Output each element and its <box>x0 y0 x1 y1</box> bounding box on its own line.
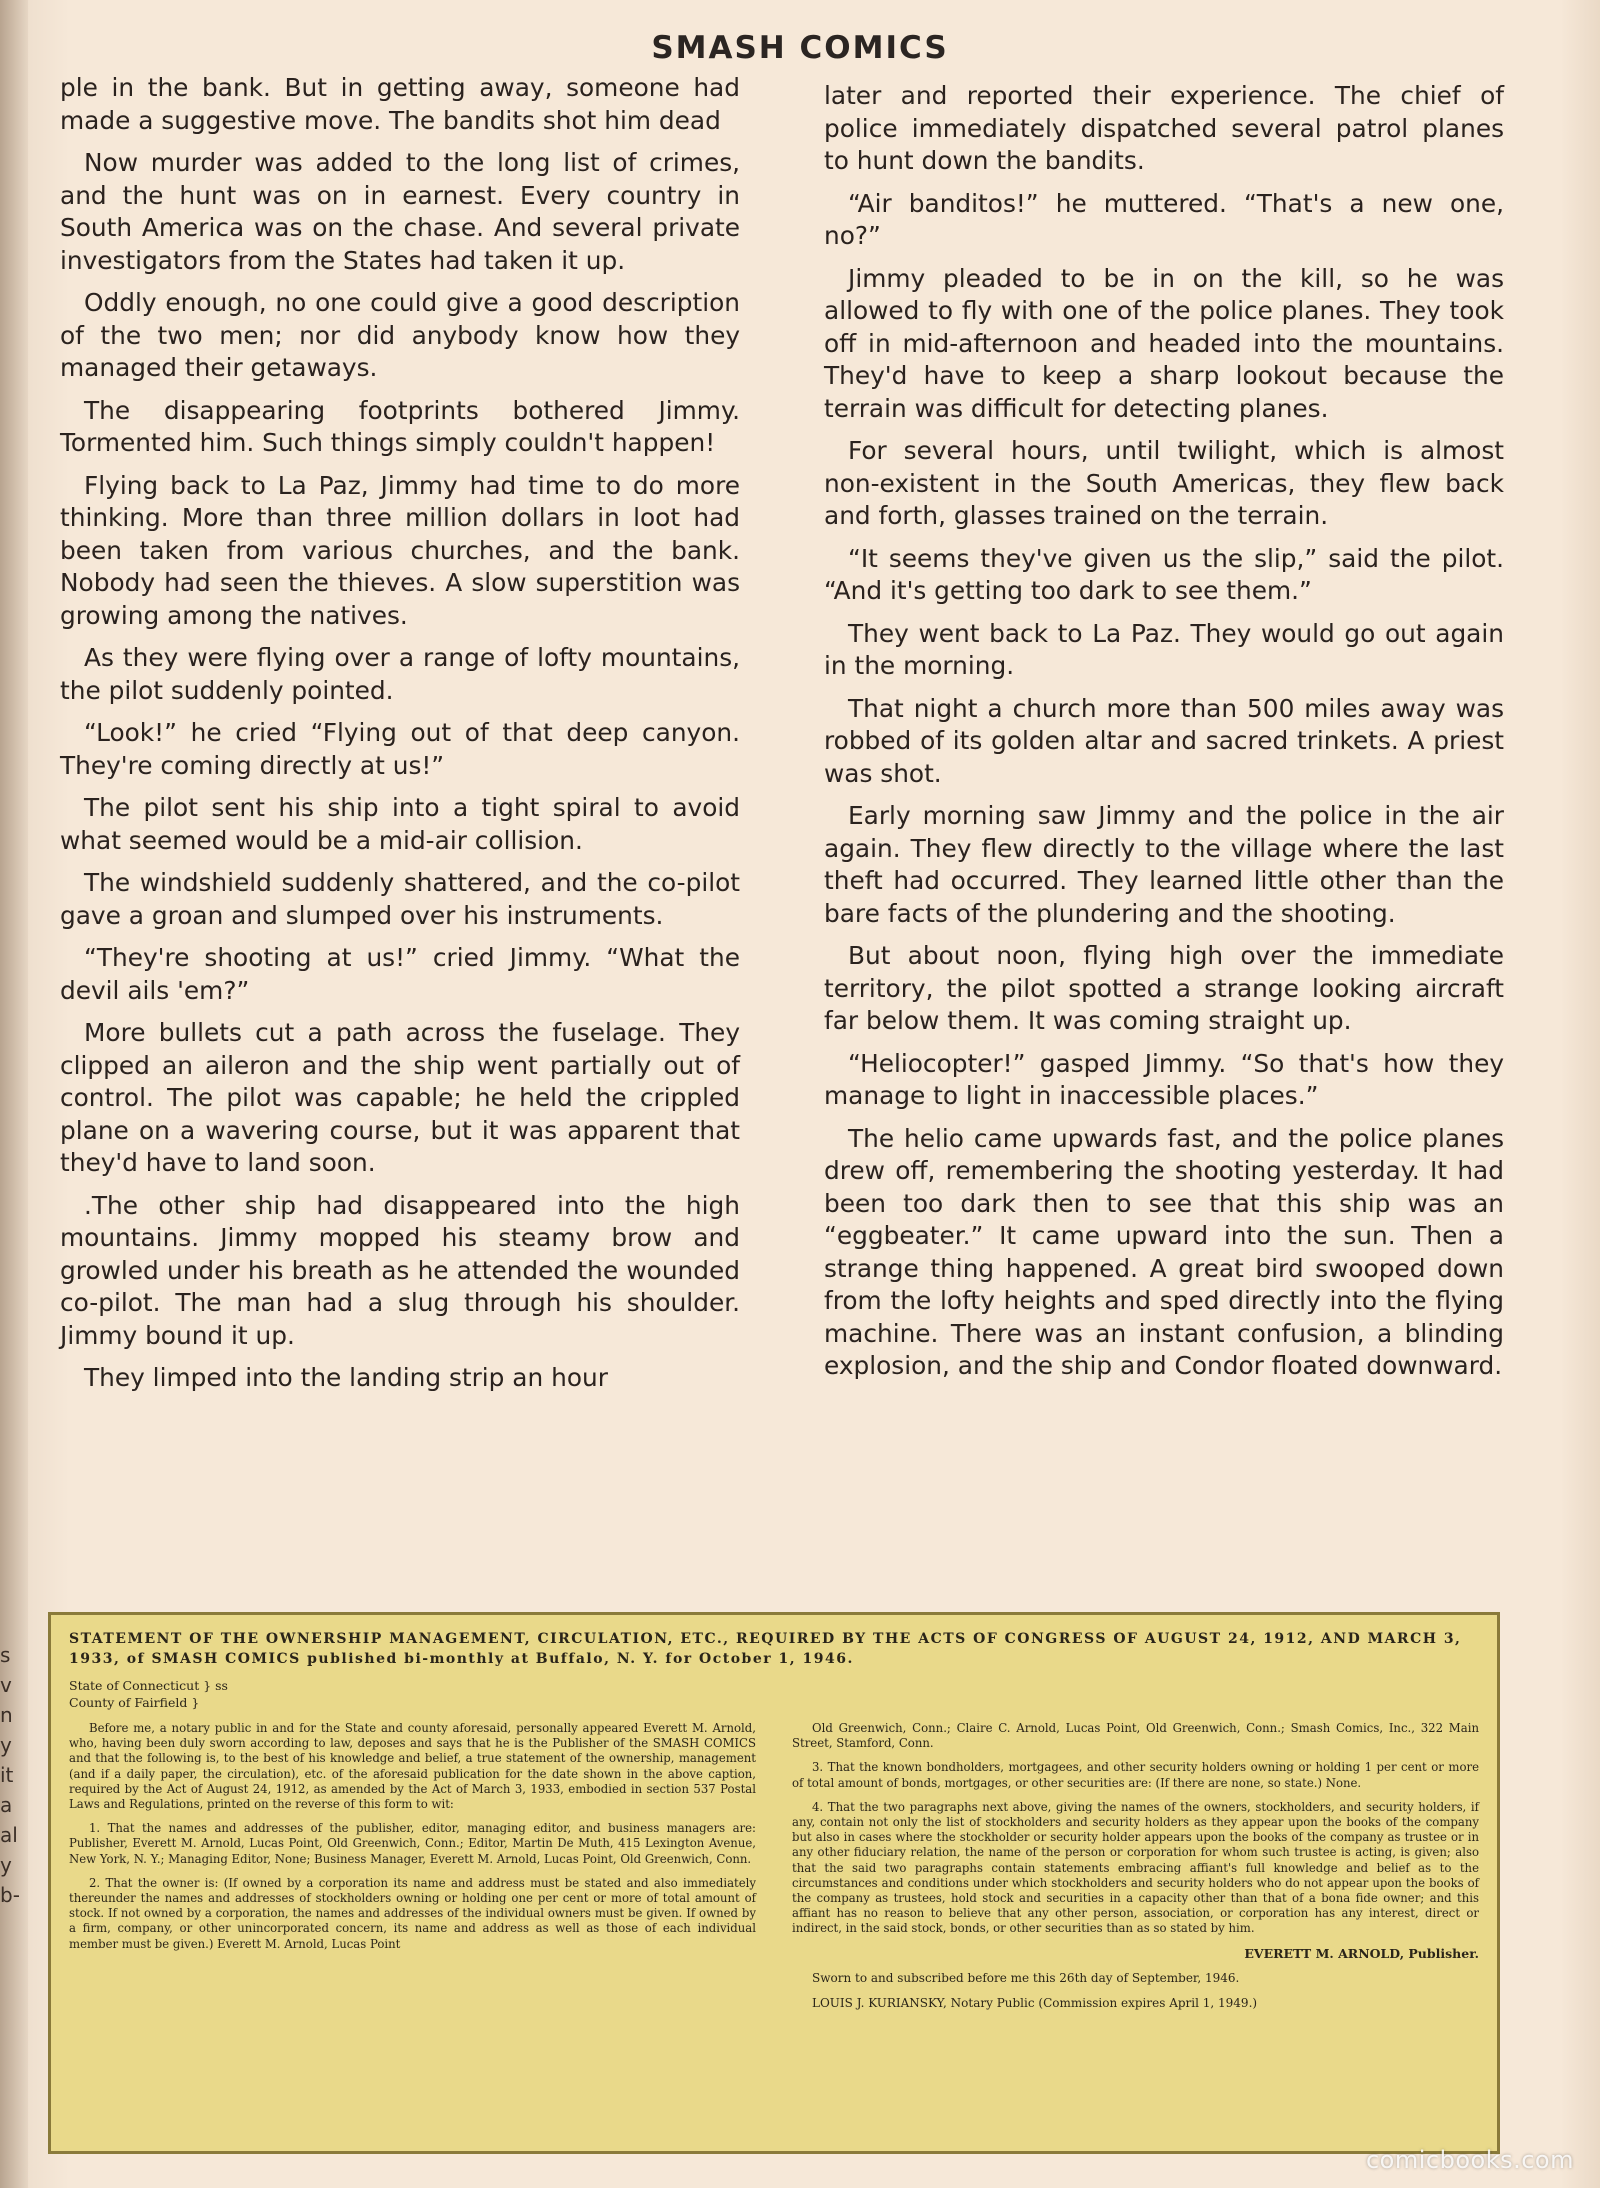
statement-title: STATEMENT OF THE OWNERSHIP MANAGEMENT, CIRCULATION, ETC., REQUIRED BY THE ACTS OF CONGRESS OF AUGUST 24, 1912, AND MARCH 3, 1933, of SMASH COMICS published bi-monthly at Buffalo, N. Y. for October 1, 1946. <box>69 1631 1462 1667</box>
statement-left-column <box>69 1721 756 2020</box>
story-paragraph: More bullets cut a path across the fuselage. They clipped an aileron and the ship went partially out of control. The pilot was capable; he held the crippled plane on a wavering course, but it was apparent that they'd have to land soon. <box>60 1018 740 1177</box>
story-paragraph: The pilot sent his ship into a tight spiral to avoid what seemed would be a mid-air collision. <box>60 793 740 855</box>
story-paragraph: As they were flying over a range of lofty mountains, the pilot suddenly pointed. <box>60 643 740 705</box>
statement-paragraph: 4. That the two paragraphs next above, giving the names of the owners, stockholders, and security holders, if any, contain not only the list of stockholders and security holders as they appear upon the books of the company but also in cases where the stockholder or security holder appears upon the books of the company as trustee or in any other fiduciary relation, the name of the person or corporation for whom such trustee is acting, is given; also that the said two paragraphs contain statements embracing affiant's full knowledge and belief as to the circumstances and conditions under which stockholders and security holders who do not appear upon the books of the company as trustees, hold stock and securities in a capacity other than that of a bona fide owner; and this affiant has no reason to believe that any other person, association, or corporation has any interest, direct or indirect, in the said stock, bonds, or other securities than as so stated by him. <box>792 1799 1479 1936</box>
story-paragraph: That night a church more than 500 miles away was robbed of its golden altar and sacred trinkets. A priest was shot. <box>824 693 1504 788</box>
story-paragraph: “Air banditos!” he muttered. “That's a new one, no?” <box>824 188 1504 250</box>
story-paragraph: The disappearing footprints bothered Jimmy. Tormented him. Such things simply couldn't happen! <box>60 395 740 457</box>
left-text-column <box>60 72 740 1405</box>
statement-paragraph: 3. That the known bondholders, mortgagees, and other security holders owning or holding 1 per cent or more of total amount of bonds, mortgages, or other securities are: (If there are none, so state.) None. <box>792 1760 1479 1790</box>
right-text-column <box>824 80 1504 1393</box>
story-paragraph: .The other ship had disappeared into the high mountains. Jimmy mopped his steamy brow and growled under his breath as he attended the wounded co-pilot. The man had a slug through his shoulder. Jimmy bound it up. <box>60 1190 740 1350</box>
story-paragraph: They limped into the landing strip an hour <box>84 1363 608 1392</box>
story-paragraph: Oddly enough, no one could give a good description of the two men; nor did anybody know how they managed their getaways. <box>60 288 740 382</box>
story-paragraph: “Heliocopter!” gasped Jimmy. “So that's how they manage to light in inaccessible places.” <box>824 1048 1504 1110</box>
story-paragraph: The windshield suddenly shattered, and the co-pilot gave a groan and slumped over his instruments. <box>60 868 740 930</box>
statement-paragraph: Old Greenwich, Conn.; Claire C. Arnold, Lucas Point, Old Greenwich, Conn.; Smash Comics, Inc., 322 Main Street, Stamford, Conn. <box>792 1721 1479 1751</box>
statement-state-line: State of Connecticut } ss <box>69 1678 228 1693</box>
story-paragraph: Now murder was added to the long list of crimes, and the hunt was on in earnest. Every country in South America was on the chase. And several private investigators from the States had taken it up. <box>60 148 740 275</box>
edge-letter: s <box>0 1643 11 1667</box>
story-paragraph: For several hours, until twilight, which is almost non-existent in the South Americas, they flew back and forth, glasses trained on the terrain. <box>824 436 1504 530</box>
story-paragraph: “They're shooting at us!” cried Jimmy. “What the devil ails 'em?” <box>60 943 740 1005</box>
edge-letter: al <box>0 1823 18 1847</box>
story-paragraph: “Look!” he cried “Flying out of that deep canyon. They're coming directly at us!” <box>60 718 740 780</box>
statement-county-line: County of Fairfield } <box>69 1695 200 1710</box>
edge-letter: it <box>0 1763 14 1787</box>
story-paragraph: The helio came upwards fast, and the police planes drew off, remembering the shooting yesterday. It had been too dark then to see that this ship was an “eggbeater.” It came upward into the sun. Then a strange thing happened. A great bird swooped down from the lofty heights and sped directly into the flying machine. There was an instant confusion, a blinding explosion, and the ship and Condor floated downward. <box>824 1123 1504 1380</box>
statement-signature: EVERETT M. ARNOLD, Publisher. <box>1244 1945 1479 1961</box>
story-paragraph: ple in the bank. But in getting away, someone had made a suggestive move. The bandits shot him dead <box>60 73 740 135</box>
edge-letter: a <box>0 1793 13 1817</box>
statement-right-column <box>792 1721 1479 2020</box>
story-paragraph: Flying back to La Paz, Jimmy had time to do more thinking. More than three million dollars in loot had been taken from various churches, and the bank. Nobody had seen the thieves. A slow superstition was growing among the natives. <box>60 470 740 630</box>
story-paragraph: But about noon, flying high over the immediate territory, the pilot spotted a strange looking aircraft far below them. It was coming straight up. <box>824 941 1504 1035</box>
adjacent-page-edge-text <box>0 1640 18 1910</box>
edge-letter: v <box>0 1673 12 1697</box>
edge-letter: y <box>0 1853 12 1877</box>
edge-letter: n <box>0 1703 13 1727</box>
edge-letter: y <box>0 1733 12 1757</box>
story-paragraph: “It seems they've given us the slip,” said the pilot. “And it's getting too dark to see them.” <box>824 543 1504 605</box>
page-header: SMASH COMICS <box>651 30 949 66</box>
statement-paragraph: 2. That the owner is: (If owned by a corporation its name and address must be stated and also immediately thereunder the names and addresses of stockholders owning or holding one per cent or more of total amount of stock. If not owned by a corporation, the names and addresses of the individual owners must be given. If owned by a firm, company, or other unincorporated concern, its name and address as well as those of each individual member must be given.) Everett M. Arnold, Lucas Point <box>69 1875 756 1951</box>
edge-letter: b- <box>0 1883 20 1907</box>
site-watermark: comicbooks.com <box>1365 2146 1574 2174</box>
statement-paragraph: 1. That the names and addresses of the publisher, editor, managing editor, and business managers are: Publisher, Everett M. Arnold, Lucas Point, Old Greenwich, Conn.; Editor, Martin De Muth, 415 Lexington Avenue, New York, N. Y.; Managing Editor, None; Business Manager, Everett M. Arnold, Lucas Point, Old Greenwich, Conn. <box>69 1821 756 1866</box>
statement-paragraph: Before me, a notary public in and for the State and county aforesaid, personally appeared Everett M. Arnold, who, having been duly sworn according to law, deposes and says that he is the Publisher of the SMASH COMICS and that the following is, to the best of his knowledge and belief, a true statement of the ownership, management (and if a daily paper, the circulation), etc. of the aforesaid publication for the date shown in the above caption, required by the Act of August 24, 1912, as amended by the Act of March 3, 1933, embodied in section 537 Postal Laws and Regulations, printed on the reverse of this form to wit: <box>69 1721 756 1812</box>
ownership-statement-box <box>48 1612 1500 2154</box>
story-paragraph: later and reported their experience. The chief of police immediately dispatched several patrol planes to hunt down the bandits. <box>824 81 1504 175</box>
story-paragraph: Early morning saw Jimmy and the police in the air again. They flew directly to the village where the last theft had occurred. They learned little other than the bare facts of the plundering and the shooting. <box>824 801 1504 928</box>
story-paragraph: Jimmy pleaded to be in on the kill, so he was allowed to fly with one of the police planes. They took off in mid-afternoon and headed into the mountains. They'd have to keep a sharp lookout because the terrain was difficult for detecting planes. <box>824 263 1504 423</box>
statement-notary-line: LOUIS J. KURIANSKY, Notary Public (Commission expires April 1, 1949.) <box>812 1995 1258 2010</box>
statement-sworn-line: Sworn to and subscribed before me this 26th day of September, 1946. <box>812 1970 1240 1985</box>
story-paragraph: They went back to La Paz. They would go out again in the morning. <box>824 618 1504 680</box>
